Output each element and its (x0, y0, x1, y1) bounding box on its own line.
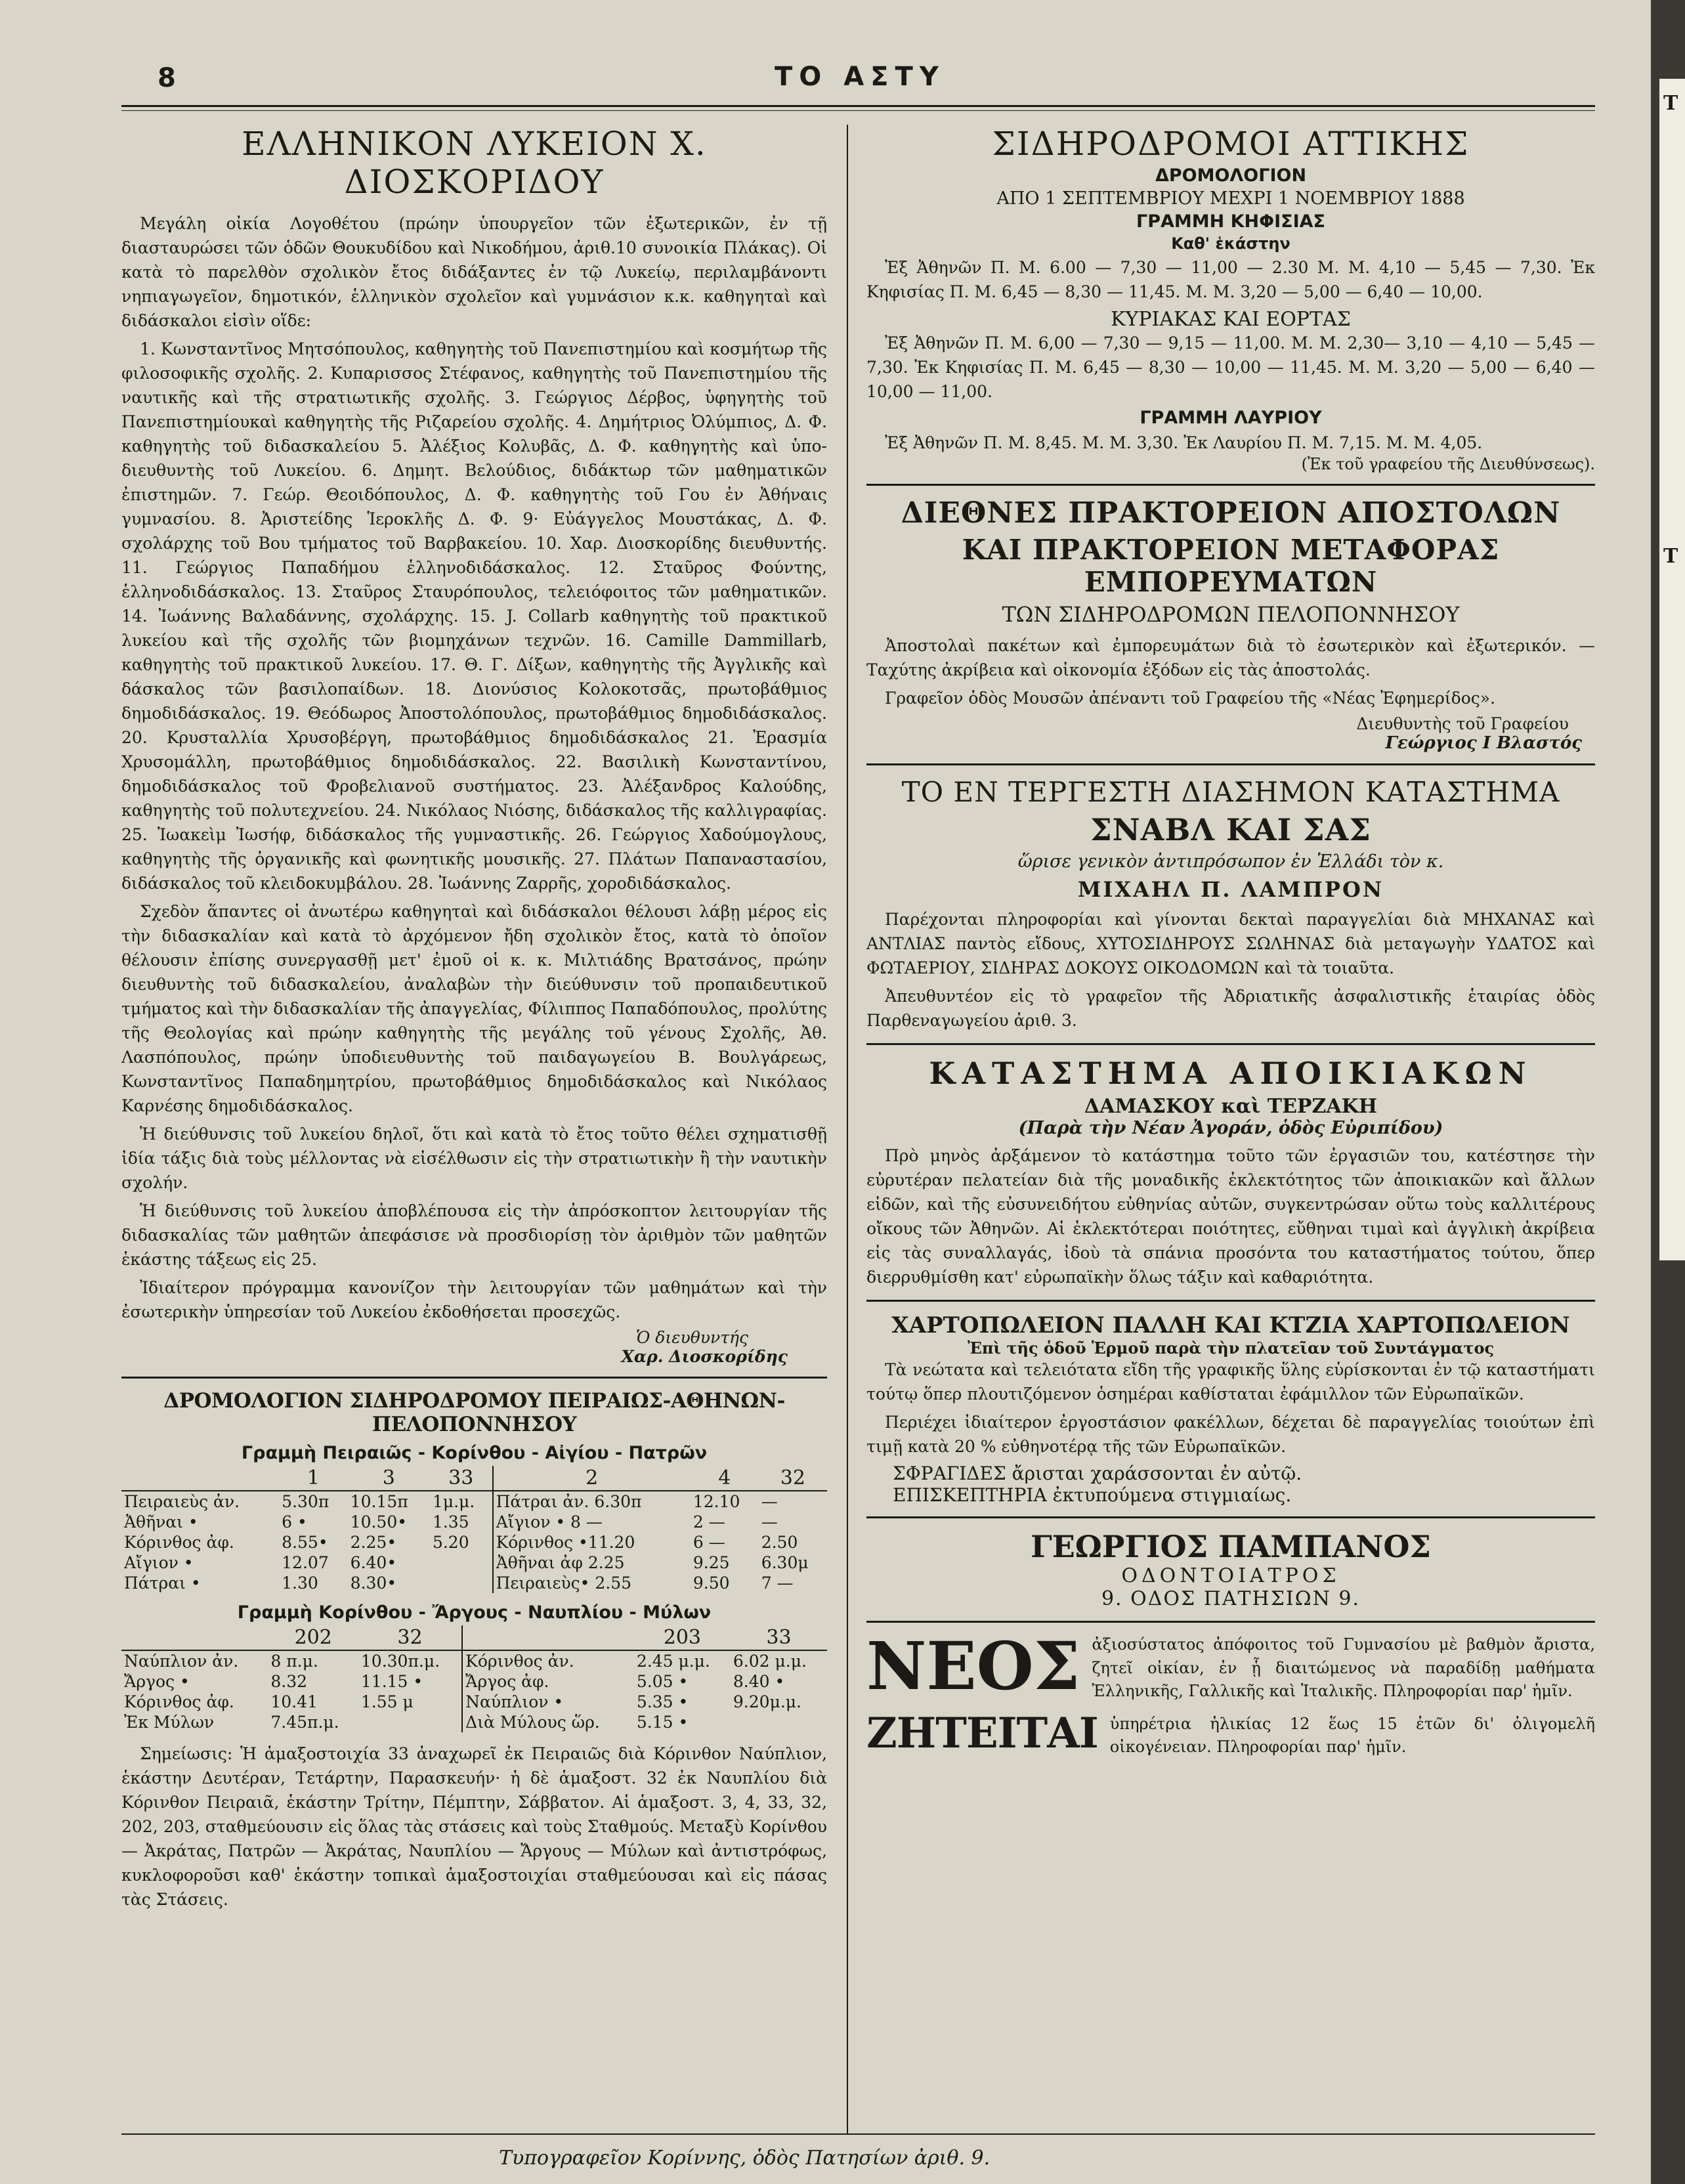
section-rule (866, 1621, 1595, 1623)
lyceum-military-class: Ἡ διεύθυνσις τοῦ λυκείου δηλοῖ, ὅτι καὶ κατὰ τὸ ἔτος τοῦτο θέλει σχηματισθῇ ἰδία τάξις διὰ τοὺς μέλλοντας νὰ εἰσέλθωσιν εἰς τὴν στρατιωτικὴν ἢ τὴν ναυτικὴν σχολήν. (121, 1124, 827, 1192)
table-header-row (121, 1625, 827, 1650)
trieste-appointed: ὥρισε γενικὸν ἀντιπρόσωπον ἐν Ἑλλάδι τὸν κ. (1017, 851, 1444, 872)
line1-title: Γραμμὴ Πειραιῶς - Κορίνθου - Αἰγίου - Πατρῶν (241, 1443, 708, 1463)
cell: Ναύπλιον ἀν. (124, 1652, 239, 1671)
cell: — (761, 1512, 778, 1531)
column-header: 3 (348, 1466, 430, 1491)
colonial-place: (Παρὰ τὴν Νέαν Ἀγοράν, ὁδὸς Εὐριπίδου) (1018, 1118, 1443, 1138)
signature-role: Ὁ διευθυντής (635, 1328, 748, 1347)
cell: 6 — (693, 1533, 725, 1552)
lyceum-collaborators: Σχεδὸν ἅπαντες οἱ ἀνωτέρω καθηγηταὶ καὶ διδάσκαλοι θέλουσι λάβῃ μέρος εἰς τὴν διδασκαλίαν καὶ κατὰ τὸ ἀρχόμενον ἤδη σχολικὸν ἔτος, κατὰ τὸ ὁποῖον θέλουσιν ἐπίσης συνεργασθῇ μετ' ἐμοῦ οἱ κ. κ. Μιλτιάδης Βρατσάνος, πρώην διευθυντὴς τοῦ διδασκαλείου, ἀναλαβὼν τὴν διεύθυνσιν τοῦ προπαιδευτικοῦ τμήματος καὶ τὴν διδασκαλίαν τῆς ἀπαγγελίας, Φίλιππος Παπαδόπουλος, προλύτης τῆς Θεολογίας καὶ πρώην καθηγητὴς τῆς μεγάλης τοῦ γένους Σχολῆς, Ἀθ. Λασπόπουλος, πρώην ὑποδιευθυντὴς τοῦ παιδαγωγείου Β. Βουλγάρεως, Κωνσταντῖνος Παπαδημητρίου, πρωτοβάθμιος δημοδιδάσκαλος καὶ Νικόλαος Καρνέσης δημοδιδάσκαλος. (121, 902, 827, 1115)
column-header: 32 (759, 1466, 827, 1491)
cell: 5.30π (282, 1492, 330, 1511)
column-header: 2 (493, 1466, 691, 1491)
line-lavrio: ΓΡΑΜΜΗ ΛΑΥΡΙΟΥ (1140, 408, 1322, 428)
line2-title: Γραμμὴ Κορίνθου - Ἄργους - Ναυπλίου - Μύλων (237, 1602, 712, 1623)
cell: 10.30π.μ. (358, 1650, 462, 1671)
table-header-row (121, 1466, 827, 1491)
agency-title-1: ΔΙΕΘΝΕΣ ΠΡΑΚΤΟΡΕΙΟΝ ΑΠΟΣΤΟΛΩΝ (901, 496, 1561, 530)
neos-ad (866, 1627, 1595, 1705)
cell: 7 — (761, 1574, 794, 1593)
section-rule (866, 1516, 1595, 1518)
cell: 1μ.μ. (430, 1491, 493, 1512)
cell: 11.15 • (358, 1671, 462, 1692)
agency-director-name: Γεώργιος Ι Βλαστός (1385, 733, 1582, 753)
dentist-address: 9. ΟΔΟΣ ΠΑΤΗΣΙΩΝ 9. (1101, 1587, 1361, 1610)
paper-text: Τὰ νεώτατα καὶ τελειότατα εἴδη τῆς γραφικῆς ὕλης εὑρίσκονται ἐν τῷ καταστήματι τούτῳ ὅπερ πλουτιζόμενον ὁσημέραι καθίσταται ἐφάμιλλον τῶν Εὐρωπαϊκῶν. (866, 1360, 1595, 1403)
daily-label: Καθ' ἑκάστην (1171, 234, 1290, 253)
attica-subheading: ΔΡΟΜΟΛΟΓΙΟΝ (1155, 165, 1307, 186)
cell: Πάτραι ἀν. 6.30π (496, 1492, 642, 1511)
cell: Κόρινθος ἀφ. (124, 1533, 234, 1552)
column-header: 33 (430, 1466, 493, 1491)
cell (731, 1712, 827, 1732)
cell (430, 1573, 493, 1593)
printer-footer: Τυπογραφεῖον Κορίννης, ὁδὸς Πατησίων ἀριθ. 9. (499, 2147, 991, 2170)
cell: 6 • (282, 1512, 307, 1531)
cell: 9.50 (693, 1574, 730, 1593)
cell: Πειραιεὺς• 2.55 (496, 1574, 632, 1593)
cell: Κόρινθος ἀφ. (124, 1692, 234, 1711)
cell: 8 π.μ. (270, 1652, 318, 1671)
trieste-text: Παρέχονται πληροφορίαι καὶ γίνονται δεκταὶ παραγγελίαι διὰ ΜΗΧΑΝΑΣ καὶ ΑΝΤΛΙΑΣ παντὸς εἴδους, ΧΥΤΟΣΙΔΗΡΟΥΣ ΣΩΛΗΝΑΣ διὰ μεταγωγὴν ΥΔΑΤΟΣ καὶ ΦΩΤΑΕΡΙΟΥ, ΣΙΔΗΡΑΣ ΔΟΚΟΥΣ ΟΙΚΟΔΟΜΩΝ καὶ τὰ τοιαῦτα. (866, 910, 1595, 977)
section-rule (866, 1300, 1595, 1302)
cell: 5.05 • (636, 1672, 689, 1691)
right-column (866, 125, 1595, 1759)
sundays-heading: ΚΥΡΙΑΚΑΣ ΚΑΙ ΕΟΡΤΑΣ (1111, 308, 1351, 331)
colonial-title: ΚΑΤΑΣΤΗΜΑ ΑΠΟΙΚΙΑΚΩΝ (929, 1056, 1533, 1091)
footer-rule (121, 2133, 1595, 2135)
cell: 8.40 • (733, 1672, 785, 1691)
lyceum-class-size: Ἡ διεύθυνσις τοῦ λυκείου ἀποβλέπουσα εἰς τὴν ἀπρόσκοπτον λειτουργίαν τῆς διδασκαλίας τῶν μαθητῶν ἀπεφάσισε νὰ προσδιορίσῃ τὸν ἀριθμὸν τῶν μαθητῶν ἑκάστης τάξεως εἰς 25. (121, 1201, 827, 1269)
table-row (121, 1671, 827, 1692)
cell: 2.25• (350, 1533, 397, 1552)
trieste-representative: ΜΙΧΑΗΛ Π. ΛΑΜΠΡΟΝ (1077, 877, 1384, 902)
table-row (121, 1692, 827, 1712)
agency-title-2: ΚΑΙ ΠΡΑΚΤΟΡΕΙΟΝ ΜΕΤΑΦΟΡΑΣ ΕΜΠΟΡΕΥΜΑΤΩΝ (962, 534, 1500, 598)
cell: 1.55 μ (358, 1692, 462, 1712)
agency-text: Ἀποστολαὶ πακέτων καὶ ἐμπορευμάτων διὰ τὸ ἐσωτερικὸν καὶ ἐξωτερικόν. — Ταχύτης ἀκρίβεια καὶ οἰκονομία ἐξόδων εἰς τὰς ἀποστολάς. (866, 636, 1595, 679)
colonial-owners: ΔΑΜΑΣΚΟΥ καὶ ΤΕΡΖΑΚΗ (1084, 1095, 1378, 1118)
page-number: 8 (158, 63, 176, 93)
cell: Αἴγιον • 8 — (496, 1512, 603, 1531)
cell (358, 1712, 462, 1732)
section-rule (866, 1043, 1595, 1045)
cell: 1.30 (282, 1574, 318, 1593)
trieste-firm: ΣΝΑΒΛ ΚΑΙ ΣΑΣ (1090, 812, 1371, 847)
table-row (121, 1512, 827, 1532)
section-rule (121, 1377, 827, 1379)
paper-seals: ΣΦΡΑΓΙΔΕΣ ἄρισται χαράσσονται ἐν αὐτῷ. (893, 1463, 1302, 1484)
table-row (121, 1650, 827, 1671)
cell: 5.35 • (636, 1692, 689, 1711)
table-row (121, 1573, 827, 1593)
cell (430, 1552, 493, 1573)
column-divider (847, 125, 848, 2133)
cell: 8.30• (350, 1574, 397, 1593)
timetable-line2 (121, 1625, 827, 1732)
cell: Διὰ Μύλους ὥρ. (465, 1713, 600, 1732)
cell: 5.20 (430, 1532, 493, 1552)
agency-director-label: Διευθυντὴς τοῦ Γραφείου (1356, 714, 1569, 733)
cell: 8.55• (282, 1533, 328, 1552)
kifisia-schedule: Ἐξ Ἀθηνῶν Π. Μ. 6.00 — 7,30 — 11,00 — 2.30 Μ. Μ. 4,10 — 5,45 — 7,30. Ἐκ Κηφισίας Π. Μ. 6,45 — 8,30 — 11,45. Μ. Μ. 3,20 — 5,00 — 6,40 — 10,00. (866, 258, 1595, 301)
lyceum-teachers: 1. Κωνσταντῖνος Μητσόπουλος, καθηγητὴς τοῦ Πανεπιστημίου καὶ κοσμήτωρ τῆς φιλοσοφικῆς σχολῆς. 2. Κυπαρισσος Στέφανος, καθηγητὴς τοῦ Πανεπιστημίου τῆς ναυτικῆς καὶ τῆς στρατιωτικῆς σχολῆς. 3. Γεώργιος Δέρβος, ὑφηγητὴς τοῦ Πανεπιστημίουκαὶ καθηγητὴς τῆς Ριζαρείου σχολῆς. 4. Δημήτριος Ὀλύμπιος, Δ. Φ. καθηγητὴς τοῦ διδασκαλείου 5. Ἀλέξιος Κολυβᾶς, Δ. Φ. καθηγητὴς καὶ ὑπο-διευθυντὴς τοῦ Λυκείου. 6. Δημητ. Βελούδιος, διδάκτωρ τῶν μαθηματικῶν ἐπιστημῶν. 7. Γεώρ. Θεοιδόπουλος, Δ. Φ. καθηγητὴς τοῦ Γου ἐν Ἀθήναις γυμνασίου. 8. Ἀριστείδης Ἱεροκλῆς Δ. Φ. 9· Εὐάγγελος Μουστάκας, Δ. Φ. σχολάρχης τοῦ Βου τμήματος τοῦ Βαρβακείου. 10. Χαρ. Διοσκορίδης διευθυντής. 11. Γεώργιος Παπαδήμου ἑλληνοδιδάσκαλος. 12. Σταῦρος Φούντης, ἑλληνοδιδάσκαλος. 13. Σταῦρος Σταυρόπουλος, τελειόφοιτος τῶν μαθηματικῶν. 14. Ἰωάννης Βαλαδάννης, σχολάρχης. 15. J. Collarb καθηγητὴς τοῦ πρακτικοῦ λυκείου καὶ τῆς σχολῆς τῶν βιομηχάνων τεχνῶν. 16. Camille Dammillarb, καθηγητὴς τοῦ πρακτικοῦ λυκείου. 17. Θ. Γ. Δίξων, καθηγητὴς τῆς Ἀγγλικῆς καὶ δάσκαλος τῶν βασιλοπαίδων. 18. Διονύσιος Κολοκοτσᾶς, πρωτοβάθμιος δημοδιδάσκαλος. 19. Θεόδωρος Ἀποστολόπουλος, πρωτοβάθμιος δημοδιδάσκαλος. 20. Κρυσταλλία Χρυσοβέργη, πρωτοβάθμιος δημοδιδάσκαλος 21. Ἐρασμία Χρυσομάλλη, πρωτοβάθμιος δημοδιδάσκαλος. 22. Βασιλικὴ Κωνσταντίνου, δημοδιδάσκαλος τοῦ Φροβελιανοῦ συστήματος. 23. Ἀλέξανδρος Καλούδης, καθηγητὴς τοῦ πολυτεχνείου. 24. Νικόλαος Νιόσης, διδάσκαλος τῆς καλλιγραφίας. 25. Ἰωακεὶμ Ἰωσήφ, διδάσκαλος τῆς γυμναστικῆς. 26. Γεώργιος Χαδούμογλους, καθηγητὴς τῆς ὀργανικῆς καὶ φωνητικῆς μουσικῆς. 27. Πλάτων Παπαναστασίου, διδάσκαλος τοῦ κλειδοκυμβάλου. 28. Ἰωάννης Ζαρρῆς, χοροδιδάσκαλος. (121, 339, 827, 893)
zitite-text: ὑπηρέτρια ἡλικίας 12 ἕως 15 ἐτῶν δι' ὀλιγομελῆ οἰκογένειαν. Πληροφορίαι παρ' ἡμῖν. (1109, 1714, 1595, 1757)
lyceum-program: Ἰδιαίτερον πρόγραμμα κανονίζον τὴν λειτουργίαν τῶν μαθημάτων καὶ τὴν ἐσωτερικὴν ὑπηρεσίαν τοῦ Λυκείου ἐκδοθήσεται προσεχῶς. (121, 1278, 827, 1321)
neos-word: ΝΕΟΣ (866, 1627, 1080, 1705)
timetable-heading: ΔΡΟΜΟΛΟΓΙΟΝ ΣΙΔΗΡΟΔΡΟΜΟΥ ΠΕΙΡΑΙΩΣ-ΑΘΗΝΩΝ-ΠΕΛΟΠΟΝΝΗΣΟΥ (163, 1389, 785, 1436)
dentist-name: ΓΕΩΡΓΙΟΣ ΠΑΜΠΑΝΟΣ (1031, 1529, 1431, 1564)
cell: 1.35 (430, 1512, 493, 1532)
header-rule (121, 110, 1595, 111)
cell: Αἴγιον • (124, 1553, 194, 1572)
next-page-strip (1659, 79, 1685, 1260)
cell: Ἄργος • (124, 1672, 190, 1691)
column-header (462, 1625, 634, 1650)
cell: Πειραιεὺς ἀν. (124, 1492, 240, 1511)
edge-fragment: Τ (1663, 92, 1678, 115)
zitite-ad (866, 1708, 1595, 1759)
lavrio-schedule: Ἐξ Ἀθηνῶν Π. Μ. 8,45. Μ. Μ. 3,30. Ἐκ Λαυρίου Π. Μ. 7,15. Μ. Μ. 4,05. (885, 433, 1483, 452)
column-header: 32 (358, 1625, 462, 1650)
cell: Κόρινθος •11.20 (496, 1533, 635, 1552)
section-rule (866, 484, 1595, 486)
lavrio-note: (Ἐκ τοῦ γραφείου τῆς Διευθύνσεως). (1301, 455, 1595, 473)
cell: Ἀθῆναι • (124, 1512, 198, 1531)
cell: 2.50 (761, 1533, 798, 1552)
cell: Ἄργος ἀφ. (465, 1672, 549, 1691)
cell: 10.15π (350, 1492, 408, 1511)
cell: 5.15 • (636, 1713, 689, 1732)
lyceum-intro: Μεγάλη οἰκία Λογοθέτου (πρώην ὑπουργεῖον τῶν ἐξωτερικῶν, ἐν τῇ διασταυρώσει τῶν ὁδῶν Θουκυδίδου καὶ Νικοδήμου, ἀριθ.10 συνοικία Πλάκας). Οἱ κατὰ τὸ παρελθὸν σχολικὸν ἔτος διδάξαντες ἐν τῷ Λυκείῳ, περιλαμβάνοντι νηπιαγωγεῖον, δημοτικόν, ἑλληνικὸν σχολεῖον καὶ γυμνάσιον κ.κ. καθηγηταὶ καὶ διδάσκαλοι εἰσὶν οἵδε: (121, 214, 827, 330)
cell: Ἀθῆναι ἀφ 2.25 (496, 1553, 625, 1572)
colonial-text: Πρὸ μηνὸς ἀρξάμενον τὸ κατάστημα τοῦτο τῶν ἐργασιῶν του, κατέστησε τὴν εὐρυτέραν πελατείαν διὰ τῆς μοναδικῆς ἐκλεκτότητος τῶν ἀποικιακῶν καὶ ἄλλων εἰδῶν, καὶ τῆς εὐσυνειδήτου εὐθηνίας αὐτῶν, συγκεντρώσαν οὕτω τοὺς καλλιτέρους οἴκους τῶν Ἀθηνῶν. Αἱ ἐκλεκτότεραι ποιότητες, εὔθηναι τιμαὶ καὶ ἀγγλικὴ ἀκρίβεια εἰς τὰς συναλλαγάς, ἰδοὺ τὰ σπάνια προσόντα του καταστήματος τούτου, ὅπερ διερρυθμίσθη κατ' εὐρωπαϊκὴν ὅλως τάξιν καὶ καθαριότητα. (866, 1146, 1595, 1287)
table-row (121, 1712, 827, 1732)
attica-heading: ΣΙΔΗΡΟΔΡΟΜΟΙ ΑΤΤΙΚΗΣ (992, 125, 1470, 163)
cell: 2.45 μ.μ. (636, 1652, 710, 1671)
sundays-schedule: Ἐξ Ἀθηνῶν Π. Μ. 6,00 — 7,30 — 9,15 — 11,00. Μ. Μ. 2,30— 3,10 — 4,10 — 5,45 — 7,30. Ἐκ Κηφισίας Π. Μ. 6,45 — 8,30 — 10,00 — 11,45. Μ. Μ. 3,20 — 5,00 — 6,40 — 10,00 — 11,00. (866, 333, 1595, 401)
agency-address: Γραφεῖον ὁδὸς Μουσῶν ἀπέναντι τοῦ Γραφείου τῆς «Νέας Ἐφημερίδος». (885, 689, 1496, 708)
paper-cards: ΕΠΙΣΚΕΠΤΗΡΙΑ ἐκτυπούμενα στιγμιαίως. (893, 1484, 1292, 1506)
edge-fragment: Τ (1663, 545, 1678, 568)
cell: 10.50• (350, 1512, 407, 1531)
column-header: 4 (691, 1466, 759, 1491)
paper-title: ΧΑΡΤΟΠΩΛΕΙΟΝ ΠΑΛΛΗ ΚΑΙ ΚΤΖΙΑ ΧΑΡΤΟΠΩΛΕΙΟΝ (891, 1312, 1570, 1338)
cell: 9.25 (693, 1553, 730, 1572)
cell: 6.02 μ.μ. (733, 1652, 807, 1671)
section-rule (866, 763, 1595, 765)
cell: 9.20μ.μ. (733, 1692, 801, 1711)
cell: 10.41 (270, 1692, 318, 1711)
cell: 6.30μ (761, 1553, 809, 1572)
cell: Ἐκ Μύλων (124, 1713, 215, 1732)
cell: — (761, 1492, 778, 1511)
column-header: 33 (731, 1625, 827, 1650)
trieste-title: ΤΟ ΕΝ ΤΕΡΓΕΣΤΗ ΔΙΑΣΗΜΟΝ ΚΑΤΑΣΤΗΜΑ (901, 776, 1560, 808)
dentist-profession: ΟΔΟΝΤΟΙΑΤΡΟΣ (1121, 1564, 1340, 1587)
paper-envelopes: Περιέχει ἰδιαίτερον ἐργοστάσιον φακέλλων, δέχεται δὲ παραγγελίας τοιούτων ἐπὶ τιμῇ κατὰ 20 % εὐθηνοτέρᾳ τῆς τῶν Εὐρωπαϊκῶν. (866, 1413, 1595, 1456)
timetable-line1 (121, 1466, 827, 1593)
paper-address: Ἐπὶ τῆς ὁδοῦ Ἑρμοῦ παρὰ τὴν πλατεῖαν τοῦ Συντάγματος (967, 1338, 1495, 1358)
signature-name: Χαρ. Διοσκορίδης (621, 1347, 788, 1366)
line-kifisia: ΓΡΑΜΜΗ ΚΗΦΙΣΙΑΣ (1136, 211, 1325, 232)
cell: 12.07 (282, 1553, 329, 1572)
zitite-word: ΖΗΤΕΙΤΑΙ (866, 1708, 1098, 1758)
column-header (121, 1466, 279, 1491)
table-row (121, 1552, 827, 1573)
newspaper-title: ΤΟ ΑΣΤΥ (775, 62, 945, 92)
column-header: 202 (268, 1625, 358, 1650)
header-rule (121, 105, 1595, 107)
column-header: 1 (279, 1466, 348, 1491)
agency-title-3: ΤΩΝ ΣΙΔΗΡΟΔΡΟΜΩΝ ΠΕΛΟΠΟΝΝΗΣΟΥ (1002, 602, 1460, 627)
cell: Ναύπλιον • (465, 1692, 564, 1711)
left-column (121, 125, 827, 1916)
cell: 6.40• (350, 1553, 397, 1572)
attica-period: ΑΠΟ 1 ΣΕΠΤΕΜΒΡΙΟΥ ΜΕΧΡΙ 1 ΝΟΕΜΒΡΙΟΥ 1888 (996, 188, 1465, 209)
table-row (121, 1532, 827, 1552)
cell: 12.10 (693, 1492, 740, 1511)
table-row (121, 1491, 827, 1512)
cell: 7.45π.μ. (270, 1713, 339, 1732)
cell: 2 — (693, 1512, 725, 1531)
column-header (121, 1625, 268, 1650)
lyceum-heading: ΕΛΛΗΝΙΚΟΝ ΛΥΚΕΙΟΝ Χ. ΔΙΟΣΚΟΡΙΔΟΥ (242, 125, 707, 201)
cell: 8.32 (270, 1672, 308, 1691)
cell: Πάτραι • (124, 1574, 201, 1593)
timetable-notes: Σημείωσις: Ἡ ἁμαξοστοιχία 33 ἀναχωρεῖ ἐκ Πειραιῶς διὰ Κόρινθον Ναύπλιον, ἑκάστην Δευτέραν, Τετάρτην, Παρασκευήν· ἡ δὲ ἁμαξοστ. 32 ἐκ Ναυπλίου διὰ Κόρινθον Πειραιᾶ, ἑκάστην Τρίτην, Πέμπτην, Σάββατον. Αἱ ἁμαξοστ. 3, 4, 33, 32, 202, 203, σταθμεύουσιν εἰς ὅλας τὰς στάσεις καὶ τοὺς Σταθμούς. Μεταξὺ Κορίνθου — Ἀκράτας, Πατρῶν — Ἀκράτας, Ναυπλίου — Ἄργους — Μύλων καὶ ἀντιστρόφως, κυκλοφοροῦσι καθ' ἑκάστην τοπικαὶ ἁμαξοστοιχίαι σταθμεύουσαι καὶ εἰς πάσας τὰς Στάσεις. (121, 1744, 827, 1909)
trieste-address: Ἀπευθυντέον εἰς τὸ γραφεῖον τῆς Ἀδριατικῆς ἀσφαλιστικῆς ἑταιρίας ὁδὸς Παρθεναγωγείου ἀριθ. 3. (866, 987, 1595, 1030)
cell: Κόρινθος ἀν. (465, 1652, 574, 1671)
column-header: 203 (634, 1625, 731, 1650)
neos-text: ἀξιοσύστατος ἀπόφοιτος τοῦ Γυμνασίου μὲ βαθμὸν ἄριστα, ζητεῖ οἰκίαν, ἐν ᾗ διαιτώμενος νὰ παραδίδῃ μαθήματα Ἑλληνικῆς, Γαλλικῆς καὶ Ἰταλικῆς. Πληροφορίαι παρ' ἡμῖν. (1092, 1635, 1595, 1701)
